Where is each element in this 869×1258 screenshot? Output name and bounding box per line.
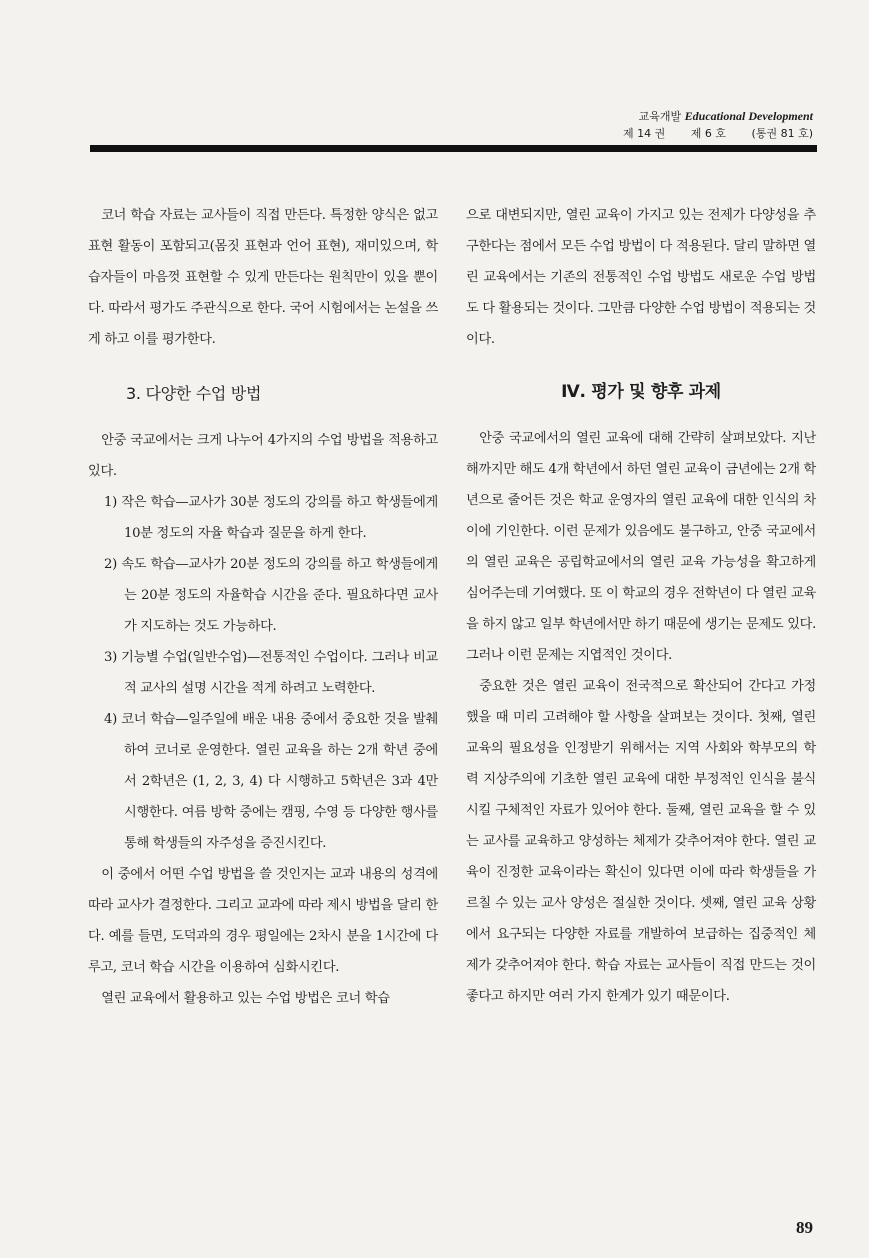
issue-label: 제 6 호 <box>690 127 727 140</box>
paragraph-future-tasks: 중요한 것은 열린 교육이 전국적으로 확산되어 간다고 가정했을 때 미리 고려해야 할 사항을 살펴보는 것이다. 첫째, 열린 교육의 필요성을 인정받기 위해서는 지역 사회와 학부모의 학력 지상주의에 기초한 열린 교육에 대한 부정적인 인식을 불식시킬 구체적인 자료가 있어야 한다. 둘째, 열린 교육을 할 수 있는 교사를 교육하고 양성하는 체제가 갖추어져야 한다. 열린 교육이 진정한 교육이라는 확신이 있다면 이에 따라 학생들을 가르칠 수 있는 교사 양성은 절실한 것이다. 셋째, 열린 교육 상황에서 요구되는 다양한 자료를 개발하여 보급하는 집중적인 체제가 갖추어져야 한다. 학습 자료는 교사들이 직접 만드는 것이 좋다고 하지만 여러 가지 한계가 있기 때문이다. <box>466 679 816 1004</box>
running-header <box>601 108 813 142</box>
section-heading-evaluation: Ⅳ. 평가 및 향후 과제 <box>561 382 721 402</box>
total-issue-label: (통권 81 호) <box>751 127 813 140</box>
method-list-item: 2) 속도 학습—교사가 20분 정도의 강의를 하고 학생들에게는 20분 정도의 자율학습 시간을 준다. 필요하다면 교사가 지도하는 것도 가능하다. <box>104 557 438 634</box>
paragraph-evaluation: 안중 국교에서의 열린 교육에 대해 간략히 살펴보았다. 지난 해까지만 해도 4개 학년에서 하던 열린 교육이 금년에는 2개 학년으로 줄어든 것은 학교 운영자의 열린 교육에 대한 인식의 차이에 기인한다. 이런 문제가 있음에도 불구하고, 안중 국교에서의 열린 교육은 공립학교에서의 열린 교육 가능성을 확고하게 심어주는데 기여했다. 또 이 학교의 경우 전학년이 다 열린 교육을 하지 않고 일부 학년에서만 하기 때문에 생기는 문제도 있다. 그러나 이런 문제는 지엽적인 것이다. <box>466 431 816 663</box>
method-list-item: 1) 작은 학습—교사가 30분 정도의 강의를 하고 학생들에게 10분 정도의 자율 학습과 질문을 하게 한다. <box>104 495 438 541</box>
method-list-item: 4) 코너 학습—일주일에 배운 내용 중에서 중요한 것을 발췌하여 코너로 운영한다. 열린 교육을 하는 2개 학년 중에서 2학년은 (1, 2, 3, 4) 다 시행하고 5학년은 3과 4만 시행한다. 여름 방학 중에는 캠핑, 수영 등 다양한 행사를 통해 학생들의 자주성을 증진시킨다. <box>104 712 438 851</box>
section-heading-teaching-methods: 3. 다양한 수업 방법 <box>126 384 262 403</box>
left-column <box>88 200 438 1014</box>
method-list-item: 3) 기능별 수업(일반수업)—전통적인 수업이다. 그러나 비교적 교사의 설명 시간을 적게 하려고 노력한다. <box>104 650 438 696</box>
volume-label: 제 14 권 <box>623 127 666 140</box>
journal-name <box>601 108 813 125</box>
paragraph-corner-materials: 코너 학습 자료는 교사들이 직접 만든다. 특정한 양식은 없고 표현 활동이 포함되고(몸짓 표현과 언어 표현), 재미있으며, 학습자들이 마음껏 표현할 수 있게 만든다는 원칙만이 있을 뿐이다. 따라서 평가도 주관식으로 한다. 국어 시험에서는 논설을 쓰게 하고 이를 평가한다. <box>88 208 438 347</box>
issue-info <box>601 125 813 142</box>
paragraph-open-education-methods: 열린 교육에서 활용하고 있는 수업 방법은 코너 학습 <box>101 991 390 1006</box>
paragraph-method-choice: 이 중에서 어떤 수업 방법을 쓸 것인지는 교과 내용의 성격에 따라 교사가 결정한다. 그리고 교과에 따라 제시 방법을 달리 한다. 예를 들면, 도덕과의 경우 평일에는 2차시 분을 1시간에 다루고, 코너 학습 시간을 이용하여 심화시킨다. <box>88 867 438 975</box>
journal-name-korean: 교육개발 <box>638 110 682 123</box>
paragraph-continued: 으로 대변되지만, 열린 교육이 가지고 있는 전제가 다양성을 추구한다는 점에서 모든 수업 방법이 다 적용된다. 달리 말하면 열린 교육에서는 기존의 전통적인 수업 방법도 새로운 수업 방법도 다 활용되는 것이다. 그만큼 다양한 수업 방법이 적용되는 것이다. <box>466 208 816 347</box>
paragraph-methods-intro: 안중 국교에서는 크게 나누어 4가지의 수업 방법을 적용하고 있다. <box>88 433 438 479</box>
journal-name-english: Educational Development <box>684 109 813 123</box>
page-number: 89 <box>796 1218 813 1237</box>
right-column <box>466 200 816 1012</box>
header-rule <box>90 145 817 152</box>
